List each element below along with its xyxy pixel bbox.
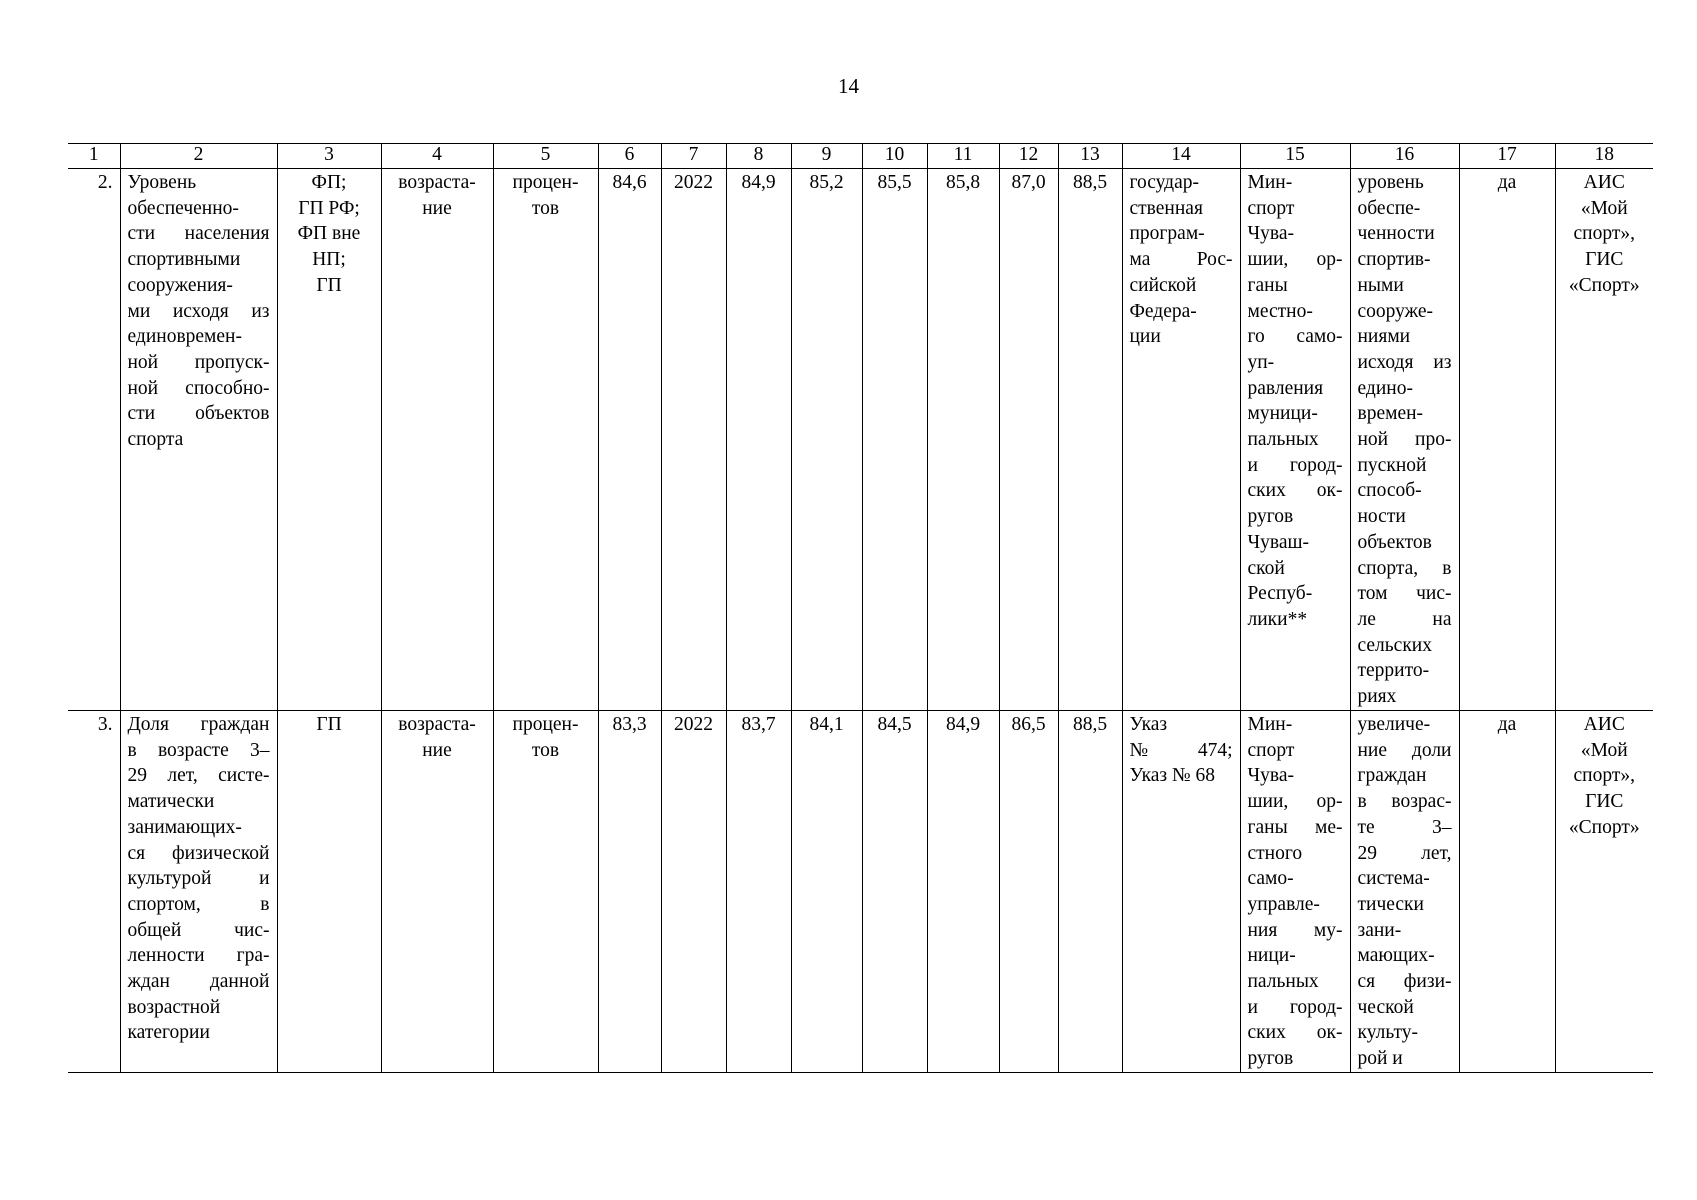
cell-line: ГП РФ;: [298, 197, 360, 219]
cell-line: ственная: [1129, 197, 1203, 219]
cell-line: Доля граждан: [127, 714, 270, 735]
cell-line: ругов: [1247, 1048, 1294, 1070]
value-col-8: 83,7: [726, 711, 791, 1073]
responsible-executor: [1240, 711, 1350, 1073]
cell-line: шии, ор-: [1247, 791, 1343, 813]
cell-line: те 3–: [1357, 816, 1452, 838]
col-header: 1: [68, 144, 120, 169]
cell-line: возраста-: [398, 172, 476, 193]
cell-line: ниями: [1357, 326, 1411, 348]
col-header: 13: [1058, 144, 1122, 169]
indicator-unit: [493, 169, 598, 711]
cell-line: ми исходя из: [127, 300, 270, 322]
cell-line: ной способно-: [127, 377, 270, 399]
cell-line: сти населения: [127, 223, 270, 245]
cell-line: Чуваш-: [1247, 531, 1310, 553]
cell-line: програм-: [1129, 223, 1205, 245]
cell-line: 29 лет,: [1357, 842, 1452, 864]
col-header: 5: [493, 144, 598, 169]
cell-line: 29 лет, систе-: [127, 765, 270, 787]
base-value: 83,3: [598, 711, 661, 1073]
col-header: 8: [726, 144, 791, 169]
cell-line: Мин-: [1247, 172, 1293, 193]
cell-line: ние: [422, 739, 452, 761]
cell-line: НП;: [312, 249, 346, 271]
cell-line: ГИС: [1585, 249, 1624, 271]
value-col-12: 87,0: [999, 169, 1058, 711]
cell-line: исходя из: [1357, 351, 1452, 373]
value-col-9: 85,2: [791, 169, 862, 711]
column-number-row: [68, 144, 1653, 169]
cell-line: занимающих-: [127, 816, 242, 838]
cell-line: ници-: [1247, 945, 1296, 967]
value-col-9: 84,1: [791, 711, 862, 1073]
cell-line: террито-: [1357, 660, 1430, 682]
cell-line: местно-: [1247, 300, 1313, 322]
cell-line: ругов: [1247, 506, 1294, 528]
cell-line: ской: [1247, 557, 1285, 579]
cell-line: тически: [1357, 893, 1424, 915]
cell-line: Федера-: [1129, 300, 1197, 322]
col-header: 2: [120, 144, 277, 169]
cell-line: мающих-: [1357, 945, 1435, 967]
cell-line: возраста-: [398, 714, 476, 735]
cell-line: зани-: [1357, 919, 1402, 941]
cell-line: пальных: [1247, 429, 1319, 451]
cell-line: № 474;: [1129, 739, 1233, 761]
cell-line: ГИС: [1585, 791, 1624, 813]
cell-line: спорт: [1247, 739, 1295, 761]
col-header: 12: [999, 144, 1058, 169]
cell-line: способ-: [1357, 480, 1422, 502]
cell-line: АИС: [1583, 172, 1625, 193]
col-header: 14: [1122, 144, 1240, 169]
cell-line: спорта: [127, 429, 184, 451]
cell-line: ными: [1357, 274, 1404, 296]
cell-line: ции: [1129, 326, 1161, 348]
expected-result: [1350, 169, 1459, 711]
cell-line: спорт»,: [1573, 765, 1635, 787]
cell-line: сти объектов: [127, 403, 270, 425]
col-header: 11: [927, 144, 999, 169]
cell-line: ма Рос-: [1129, 249, 1233, 271]
cell-line: ских ок-: [1247, 1022, 1343, 1044]
cell-line: тов: [531, 739, 560, 761]
cell-line: ние доли: [1357, 739, 1452, 761]
cell-line: в возрасте 3–: [127, 739, 270, 761]
cell-line: сооруже-: [1357, 300, 1434, 322]
cell-line: единовремен-: [127, 326, 242, 348]
cell-line: спортом, в: [127, 893, 270, 915]
cell-line: и город-: [1247, 996, 1343, 1018]
cell-line: матически: [127, 791, 215, 813]
cell-line: ждан данной: [127, 971, 270, 993]
base-year: 2022: [661, 711, 726, 1073]
cell-line: времен-: [1357, 403, 1424, 425]
cell-line: ной пропуск-: [127, 351, 270, 373]
cell-line: равления: [1247, 377, 1324, 399]
cell-line: спорт: [1247, 197, 1295, 219]
indicator-unit: [493, 711, 598, 1073]
flag-value: да: [1459, 169, 1555, 711]
col-header: 16: [1350, 144, 1459, 169]
cell-line: риях: [1357, 686, 1397, 708]
base-year: 2022: [661, 169, 726, 711]
cell-line: спортив-: [1357, 249, 1431, 271]
cell-line: культурой и: [127, 868, 270, 890]
indicator-trend: [381, 169, 493, 711]
indicator-source: [277, 169, 381, 711]
responsible-executor: [1240, 169, 1350, 711]
cell-line: том чис-: [1357, 583, 1452, 605]
cell-line: ния му-: [1247, 919, 1343, 941]
cell-line: ГП: [316, 274, 342, 296]
cell-line: обеспе-: [1357, 197, 1421, 219]
cell-line: спортивными: [127, 249, 241, 271]
cell-line: ности: [1357, 506, 1406, 528]
cell-line: стного: [1247, 842, 1303, 864]
cell-line: лики**: [1247, 608, 1308, 630]
row-number: 2.: [68, 169, 120, 711]
col-header: 15: [1240, 144, 1350, 169]
cell-line: объектов: [1357, 531, 1432, 553]
col-header: 3: [277, 144, 381, 169]
col-header: 10: [862, 144, 927, 169]
basis-document: [1122, 711, 1240, 1073]
cell-line: общей чис-: [127, 919, 270, 941]
value-col-8: 84,9: [726, 169, 791, 711]
value-col-12: 86,5: [999, 711, 1058, 1073]
cell-line: едино-: [1357, 377, 1413, 399]
col-header: 6: [598, 144, 661, 169]
cell-line: культу-: [1357, 1022, 1418, 1044]
cell-line: ле на: [1357, 608, 1452, 630]
cell-line: ние: [422, 197, 452, 219]
info-system: [1555, 169, 1653, 711]
cell-line: ной про-: [1357, 429, 1452, 451]
col-header: 7: [661, 144, 726, 169]
indicator-source: [277, 711, 381, 1073]
indicator-name: [120, 711, 277, 1073]
value-col-11: 85,8: [927, 169, 999, 711]
cell-line: само-: [1247, 868, 1294, 890]
cell-line: категории: [127, 1022, 210, 1044]
cell-line: ся физи-: [1357, 971, 1452, 993]
base-value: 84,6: [598, 169, 661, 711]
cell-line: ФП;: [311, 172, 347, 193]
cell-line: увеличе-: [1357, 714, 1431, 735]
cell-line: «Мой: [1580, 739, 1628, 761]
value-col-11: 84,9: [927, 711, 999, 1073]
page-number: 14: [838, 74, 859, 98]
cell-line: ганы: [1247, 274, 1288, 296]
cell-line: государ-: [1129, 172, 1199, 193]
value-col-13: 88,5: [1058, 711, 1122, 1073]
cell-line: рой и: [1357, 1048, 1403, 1070]
cell-line: Чува-: [1247, 223, 1295, 245]
cell-line: ганы ме-: [1247, 816, 1343, 838]
cell-line: ФП вне: [297, 223, 361, 245]
cell-line: АИС: [1583, 714, 1625, 735]
cell-line: шии, ор-: [1247, 249, 1343, 271]
cell-line: в возрас-: [1357, 791, 1452, 813]
cell-line: сельских: [1357, 634, 1432, 656]
cell-line: система-: [1357, 868, 1430, 890]
cell-line: го само-: [1247, 326, 1343, 348]
cell-line: Мин-: [1247, 714, 1293, 735]
table-row: [68, 169, 1653, 711]
cell-line: Уровень: [127, 172, 197, 193]
cell-line: тов: [531, 197, 560, 219]
cell-line: процен-: [512, 172, 579, 193]
cell-line: спорт»,: [1573, 223, 1635, 245]
indicator-name: [120, 169, 277, 711]
cell-line: «Мой: [1580, 197, 1628, 219]
table-row: [68, 711, 1653, 1073]
cell-line: и город-: [1247, 454, 1343, 476]
cell-line: «Спорт»: [1568, 274, 1640, 296]
basis-document: [1122, 169, 1240, 711]
cell-line: граждан: [1357, 765, 1427, 787]
cell-line: пускной: [1357, 454, 1427, 476]
value-col-10: 85,5: [862, 169, 927, 711]
cell-line: спорта, в: [1357, 557, 1452, 579]
cell-line: Респуб-: [1247, 583, 1313, 605]
cell-line: уп-: [1247, 351, 1275, 373]
cell-line: Чува-: [1247, 765, 1295, 787]
cell-line: процен-: [512, 714, 579, 735]
row-number: 3.: [68, 711, 120, 1073]
cell-line: ся физической: [127, 842, 270, 864]
col-header: 4: [381, 144, 493, 169]
cell-line: ских ок-: [1247, 480, 1343, 502]
col-header: 17: [1459, 144, 1555, 169]
cell-line: ческой: [1357, 996, 1414, 1018]
cell-line: Указ № 68: [1129, 765, 1215, 787]
cell-line: «Спорт»: [1568, 816, 1640, 838]
cell-line: пальных: [1247, 971, 1319, 993]
cell-line: сооружения-: [127, 274, 233, 296]
flag-value: да: [1459, 711, 1555, 1073]
cell-line: ленности гра-: [127, 945, 270, 967]
indicator-trend: [381, 711, 493, 1073]
cell-line: ГП: [316, 714, 342, 735]
cell-line: Указ: [1129, 714, 1168, 735]
cell-line: возрастной: [127, 996, 221, 1018]
cell-line: управле-: [1247, 893, 1320, 915]
col-header: 9: [791, 144, 862, 169]
info-system: [1555, 711, 1653, 1073]
cell-line: обеспеченно-: [127, 197, 239, 219]
value-col-13: 88,5: [1058, 169, 1122, 711]
value-col-10: 84,5: [862, 711, 927, 1073]
cell-line: ченности: [1357, 223, 1435, 245]
col-header: 18: [1555, 144, 1653, 169]
cell-line: сийской: [1129, 274, 1197, 296]
cell-line: муници-: [1247, 403, 1318, 425]
cell-line: уровень: [1357, 172, 1424, 193]
expected-result: [1350, 711, 1459, 1073]
indicators-table: [68, 143, 1653, 1073]
